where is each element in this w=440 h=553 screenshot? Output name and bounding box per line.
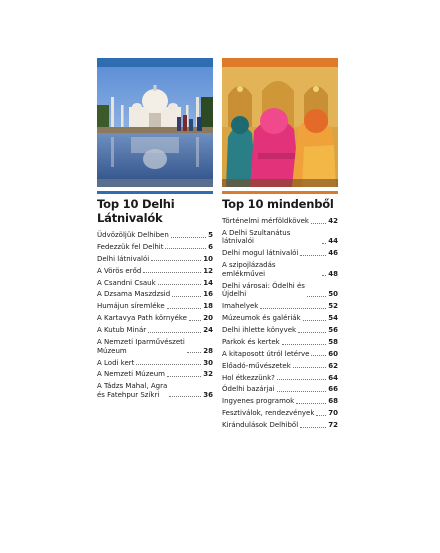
toc-leader-dots <box>322 275 326 276</box>
toc-entry[interactable] <box>97 370 213 379</box>
toc-entry[interactable] <box>222 338 338 347</box>
toc-leader-dots <box>167 308 202 309</box>
toc-leader-dots <box>260 308 326 309</box>
toc-entry-title-line-2: Múzeum <box>97 346 127 355</box>
toc-entry-title: A Csandni Csauk <box>97 278 156 287</box>
toc-page-number: 6 <box>208 242 213 251</box>
toc-entry-title: Ingyenes programok <box>222 397 295 406</box>
toc-entry[interactable] <box>222 397 338 406</box>
toc-entry-title: Hol étkezzünk? <box>222 373 275 382</box>
toc-entry-title: A kitaposott útról letérve <box>222 349 310 358</box>
toc-entry[interactable] <box>222 326 338 335</box>
toc-entry[interactable] <box>222 249 338 258</box>
toc-entry[interactable] <box>222 409 338 418</box>
toc-entry-title <box>97 382 167 399</box>
toc-page-number: 20 <box>203 314 213 323</box>
toc-page-number: 18 <box>203 302 213 311</box>
toc-entry[interactable] <box>222 314 338 323</box>
toc-page-number: 58 <box>328 337 338 346</box>
toc-entry[interactable] <box>97 290 213 299</box>
toc-page-number: 64 <box>328 373 338 382</box>
toc-leader-dots <box>277 379 326 380</box>
toc-entry-title-line-1: A Nemzeti Iparművészeti <box>97 338 185 347</box>
toc-entry[interactable] <box>222 350 338 359</box>
toc-page-number: 36 <box>203 390 213 399</box>
toc-entry[interactable] <box>97 231 213 240</box>
toc-entry-title-line-2: és Fatehpur Szíkri <box>97 390 160 399</box>
toc-leader-dots <box>311 223 326 224</box>
toc-entry[interactable] <box>222 217 338 226</box>
toc-entry[interactable] <box>222 421 338 430</box>
toc-page-number: 66 <box>328 385 338 394</box>
toc-entry[interactable] <box>222 282 338 299</box>
toc-entry[interactable] <box>97 243 213 252</box>
toc-page-number: 14 <box>203 278 213 287</box>
toc-page-number: 48 <box>328 269 338 278</box>
saris-illustration <box>222 67 338 187</box>
toc-page-number: 46 <box>328 249 338 258</box>
toc-leader-dots <box>172 296 201 297</box>
toc-entry-title: Delhi mogul látnivalói <box>222 249 299 258</box>
toc-entry-title: Imahelyek <box>222 302 259 311</box>
women-in-colorful-saris-photo <box>222 67 338 187</box>
left-heading-line-2: Látnivalók <box>97 211 163 225</box>
toc-leader-dots <box>316 415 326 416</box>
toc-entry-title: Delhi ihlette könyvek <box>222 326 297 335</box>
toc-page-number: 10 <box>203 254 213 263</box>
left-toc-list <box>97 231 213 399</box>
toc-entry-title: Ódelhi bazárjai <box>222 385 275 394</box>
toc-leader-dots <box>300 255 326 256</box>
toc-leader-dots <box>303 320 327 321</box>
toc-leader-dots <box>296 403 326 404</box>
taj-mahal-photo <box>97 67 213 187</box>
toc-entry[interactable] <box>97 302 213 311</box>
toc-leader-dots <box>298 332 326 333</box>
toc-entry-title: A Dzsama Maszdzsid <box>97 290 171 299</box>
toc-leader-dots <box>171 237 206 238</box>
toc-entry-title: A Delhi Szultanátus látnivalói <box>222 228 291 246</box>
toc-entry-title: A Kartavya Path környéke <box>97 314 187 323</box>
toc-page-number: 28 <box>203 346 213 355</box>
toc-entry[interactable] <box>222 229 338 246</box>
left-heading-rule <box>97 191 213 194</box>
toc-leader-dots <box>136 364 201 365</box>
left-section-heading <box>97 197 213 225</box>
toc-leader-dots <box>167 376 201 377</box>
toc-leader-dots <box>322 243 326 244</box>
toc-entry[interactable] <box>222 374 338 383</box>
toc-leader-dots <box>187 352 201 353</box>
toc-entry-title: Fesztiválok, rendezvények <box>222 409 315 418</box>
left-column <box>97 58 213 403</box>
right-accent-bar <box>222 58 338 67</box>
toc-entry-title: Múzeumok és galériák <box>222 314 301 323</box>
toc-leader-dots <box>293 367 326 368</box>
right-heading-rule <box>222 191 338 194</box>
toc-entry[interactable] <box>97 338 213 355</box>
left-heading-line-1: Top 10 Delhi <box>97 197 175 211</box>
toc-entry[interactable] <box>97 326 213 335</box>
toc-leader-dots <box>189 320 201 321</box>
toc-entry-title: Parkok és kertek <box>222 337 280 346</box>
toc-entry[interactable] <box>97 255 213 264</box>
toc-page-number: 68 <box>328 397 338 406</box>
toc-entry[interactable] <box>222 385 338 394</box>
toc-page-number: 70 <box>328 409 338 418</box>
toc-entry[interactable] <box>97 382 213 399</box>
toc-leader-dots <box>165 248 206 249</box>
right-heading-text: Top 10 mindenből <box>222 197 334 211</box>
toc-entry-title-line-1: A Tádzs Mahal, Agra <box>97 382 168 391</box>
toc-entry-title: A Vörös erőd <box>97 266 142 275</box>
toc-leader-dots <box>169 396 201 397</box>
toc-entry-title: A Lodi kert <box>97 358 135 367</box>
toc-leader-dots <box>277 391 327 392</box>
toc-entry-title: Üdvözöljük Delhiben <box>97 231 169 239</box>
toc-entry-title: A szipojlázadás emlékművei <box>222 261 276 278</box>
toc-entry-title: Történelmi mérföldkövek <box>222 217 309 225</box>
toc-leader-dots <box>148 332 201 333</box>
toc-leader-dots <box>151 260 201 261</box>
toc-page-number: 42 <box>328 217 338 225</box>
toc-entry[interactable] <box>222 362 338 371</box>
toc-page-number: 16 <box>203 290 213 299</box>
toc-entry-title: A Kutub Minár <box>97 326 147 335</box>
toc-page-number: 60 <box>328 349 338 358</box>
toc-page-number: 44 <box>328 237 338 246</box>
toc-page-number: 54 <box>328 314 338 323</box>
toc-page-number: 32 <box>203 370 213 379</box>
left-accent-bar <box>97 58 213 67</box>
toc-page-number: 24 <box>203 326 213 335</box>
right-section-heading <box>222 197 338 211</box>
toc-entry-title <box>222 282 305 299</box>
toc-entry[interactable] <box>97 267 213 276</box>
right-column <box>222 58 338 433</box>
toc-entry-title: Kirándulások Delhiből <box>222 421 299 430</box>
taj-mahal-illustration <box>97 67 213 187</box>
toc-entry-title: Fedezzük fel Delhit <box>97 242 164 251</box>
toc-leader-dots <box>282 344 327 345</box>
toc-entry-title: Előadó-művészetek <box>222 361 291 370</box>
toc-entry-title-line-1: Delhi városai: Ódelhi és <box>222 281 305 290</box>
toc-leader-dots <box>311 355 326 356</box>
toc-leader-dots <box>300 427 326 428</box>
toc-leader-dots <box>143 272 201 273</box>
toc-entry[interactable] <box>97 359 213 368</box>
right-toc-list <box>222 217 338 430</box>
toc-page-number: 56 <box>328 326 338 335</box>
toc-leader-dots <box>307 296 326 297</box>
toc-page-number: 50 <box>328 290 338 299</box>
toc-entry-title-line-2: Újdelhi <box>222 290 247 299</box>
toc-page-number: 62 <box>328 361 338 370</box>
toc-page-number: 5 <box>208 231 213 239</box>
toc-entry-title: Delhi látnivalói <box>97 254 150 263</box>
toc-leader-dots <box>158 284 202 285</box>
toc-entry[interactable] <box>97 279 213 288</box>
toc-entry[interactable] <box>222 302 338 311</box>
toc-page-number: 52 <box>328 302 338 311</box>
toc-page-number: 30 <box>203 358 213 367</box>
toc-page-number: 72 <box>328 421 338 430</box>
toc-entry[interactable] <box>97 314 213 323</box>
toc-entry-title <box>97 338 185 355</box>
toc-entry-title: A Nemzeti Múzeum <box>97 370 165 379</box>
toc-page-number: 12 <box>203 266 213 275</box>
toc-entry[interactable] <box>222 261 338 278</box>
toc-entry-title: Humájun síremléke <box>97 302 165 311</box>
